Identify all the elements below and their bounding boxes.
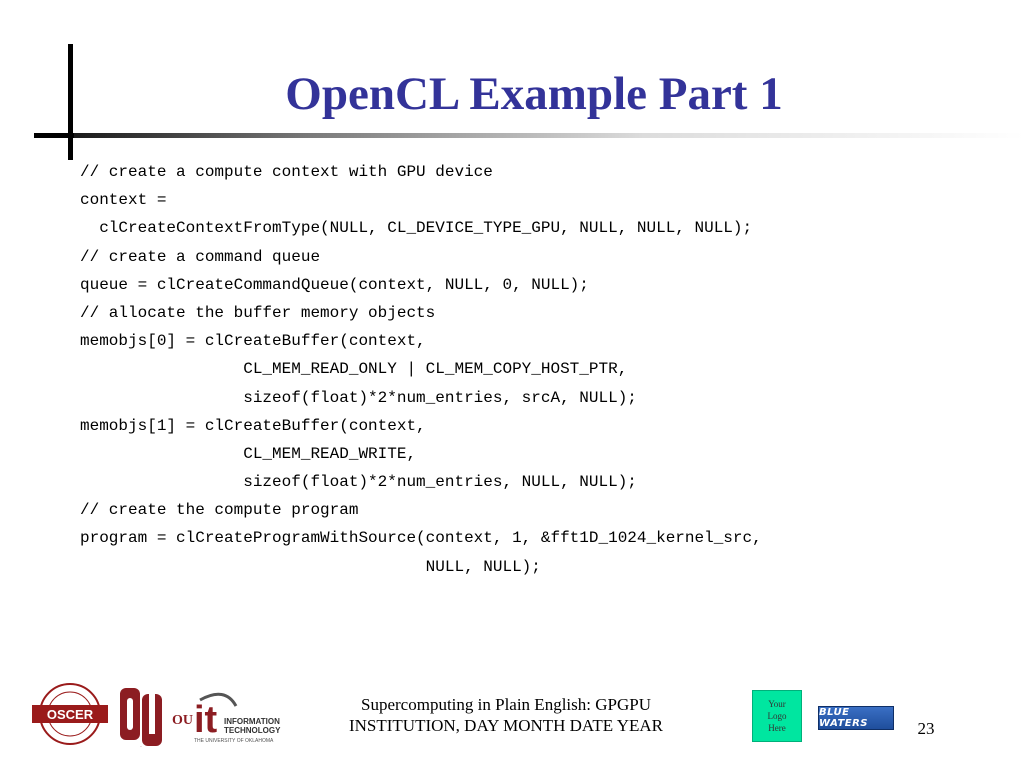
footer-caption: [300, 694, 712, 736]
code-line: NULL, NULL);: [80, 557, 541, 576]
code-line: memobjs[0] = clCreateBuffer(context,: [80, 332, 426, 351]
it-logo-line2: TECHNOLOGY: [224, 726, 281, 735]
code-line: // create a compute context with GPU device: [80, 163, 493, 181]
logo-placeholder-line: Here: [768, 723, 786, 733]
code-line: memobjs[1] = clCreateBuffer(context,: [80, 416, 426, 435]
it-logo: [170, 688, 288, 744]
footer-line-2: INSTITUTION, DAY MONTH DATE YEAR: [348, 716, 663, 735]
code-block: [80, 158, 762, 581]
code-line: queue = clCreateCommandQueue(context, NULL, 0, NULL);: [80, 275, 589, 294]
code-line: sizeof(float)*2*num_entries, srcA, NULL);: [80, 388, 637, 407]
horizontal-rule: [34, 133, 74, 138]
logo-placeholder: [752, 690, 802, 742]
code-line: context =: [80, 191, 167, 210]
page-number: 23: [917, 719, 935, 738]
code-line: clCreateContextFromType(NULL, CL_DEVICE_TYPE_GPU, NULL, NULL, NULL);: [80, 219, 753, 238]
horizontal-rule-gradient: [74, 133, 1024, 138]
code-line: sizeof(float)*2*num_entries, NULL, NULL);: [80, 473, 637, 492]
code-line: // allocate the buffer memory objects: [80, 303, 436, 322]
blue-waters-logo: BLUE WATERS: [818, 706, 894, 730]
ou-logo: [118, 686, 164, 748]
it-logo-mark: it: [194, 699, 218, 741]
code-line: // create the compute program: [80, 501, 359, 520]
code-line: CL_MEM_READ_WRITE,: [80, 444, 417, 463]
oscer-logo-text: OSCER: [46, 707, 94, 722]
it-logo-line3: THE UNIVERSITY OF OKLAHOMA: [194, 738, 274, 744]
footer-line-1: Supercomputing in Plain English: GPGPU: [361, 695, 651, 714]
oscer-logo: [24, 682, 116, 746]
logo-placeholder-line: Logo: [767, 711, 787, 721]
it-logo-line1: INFORMATION: [224, 717, 280, 726]
ou-logo-text: OU: [140, 747, 142, 748]
logo-placeholder-line: Your: [768, 699, 786, 709]
code-line: // create a command queue: [80, 247, 321, 266]
code-line: CL_MEM_READ_ONLY | CL_MEM_COPY_HOST_PTR,: [80, 360, 628, 379]
slide-title: OpenCL Example Part 1: [285, 68, 783, 120]
code-line: program = clCreateProgramWithSource(context, 1, &fft1D_1024_kernel_src,: [80, 529, 762, 548]
svg-text:OU: OU: [172, 713, 193, 728]
